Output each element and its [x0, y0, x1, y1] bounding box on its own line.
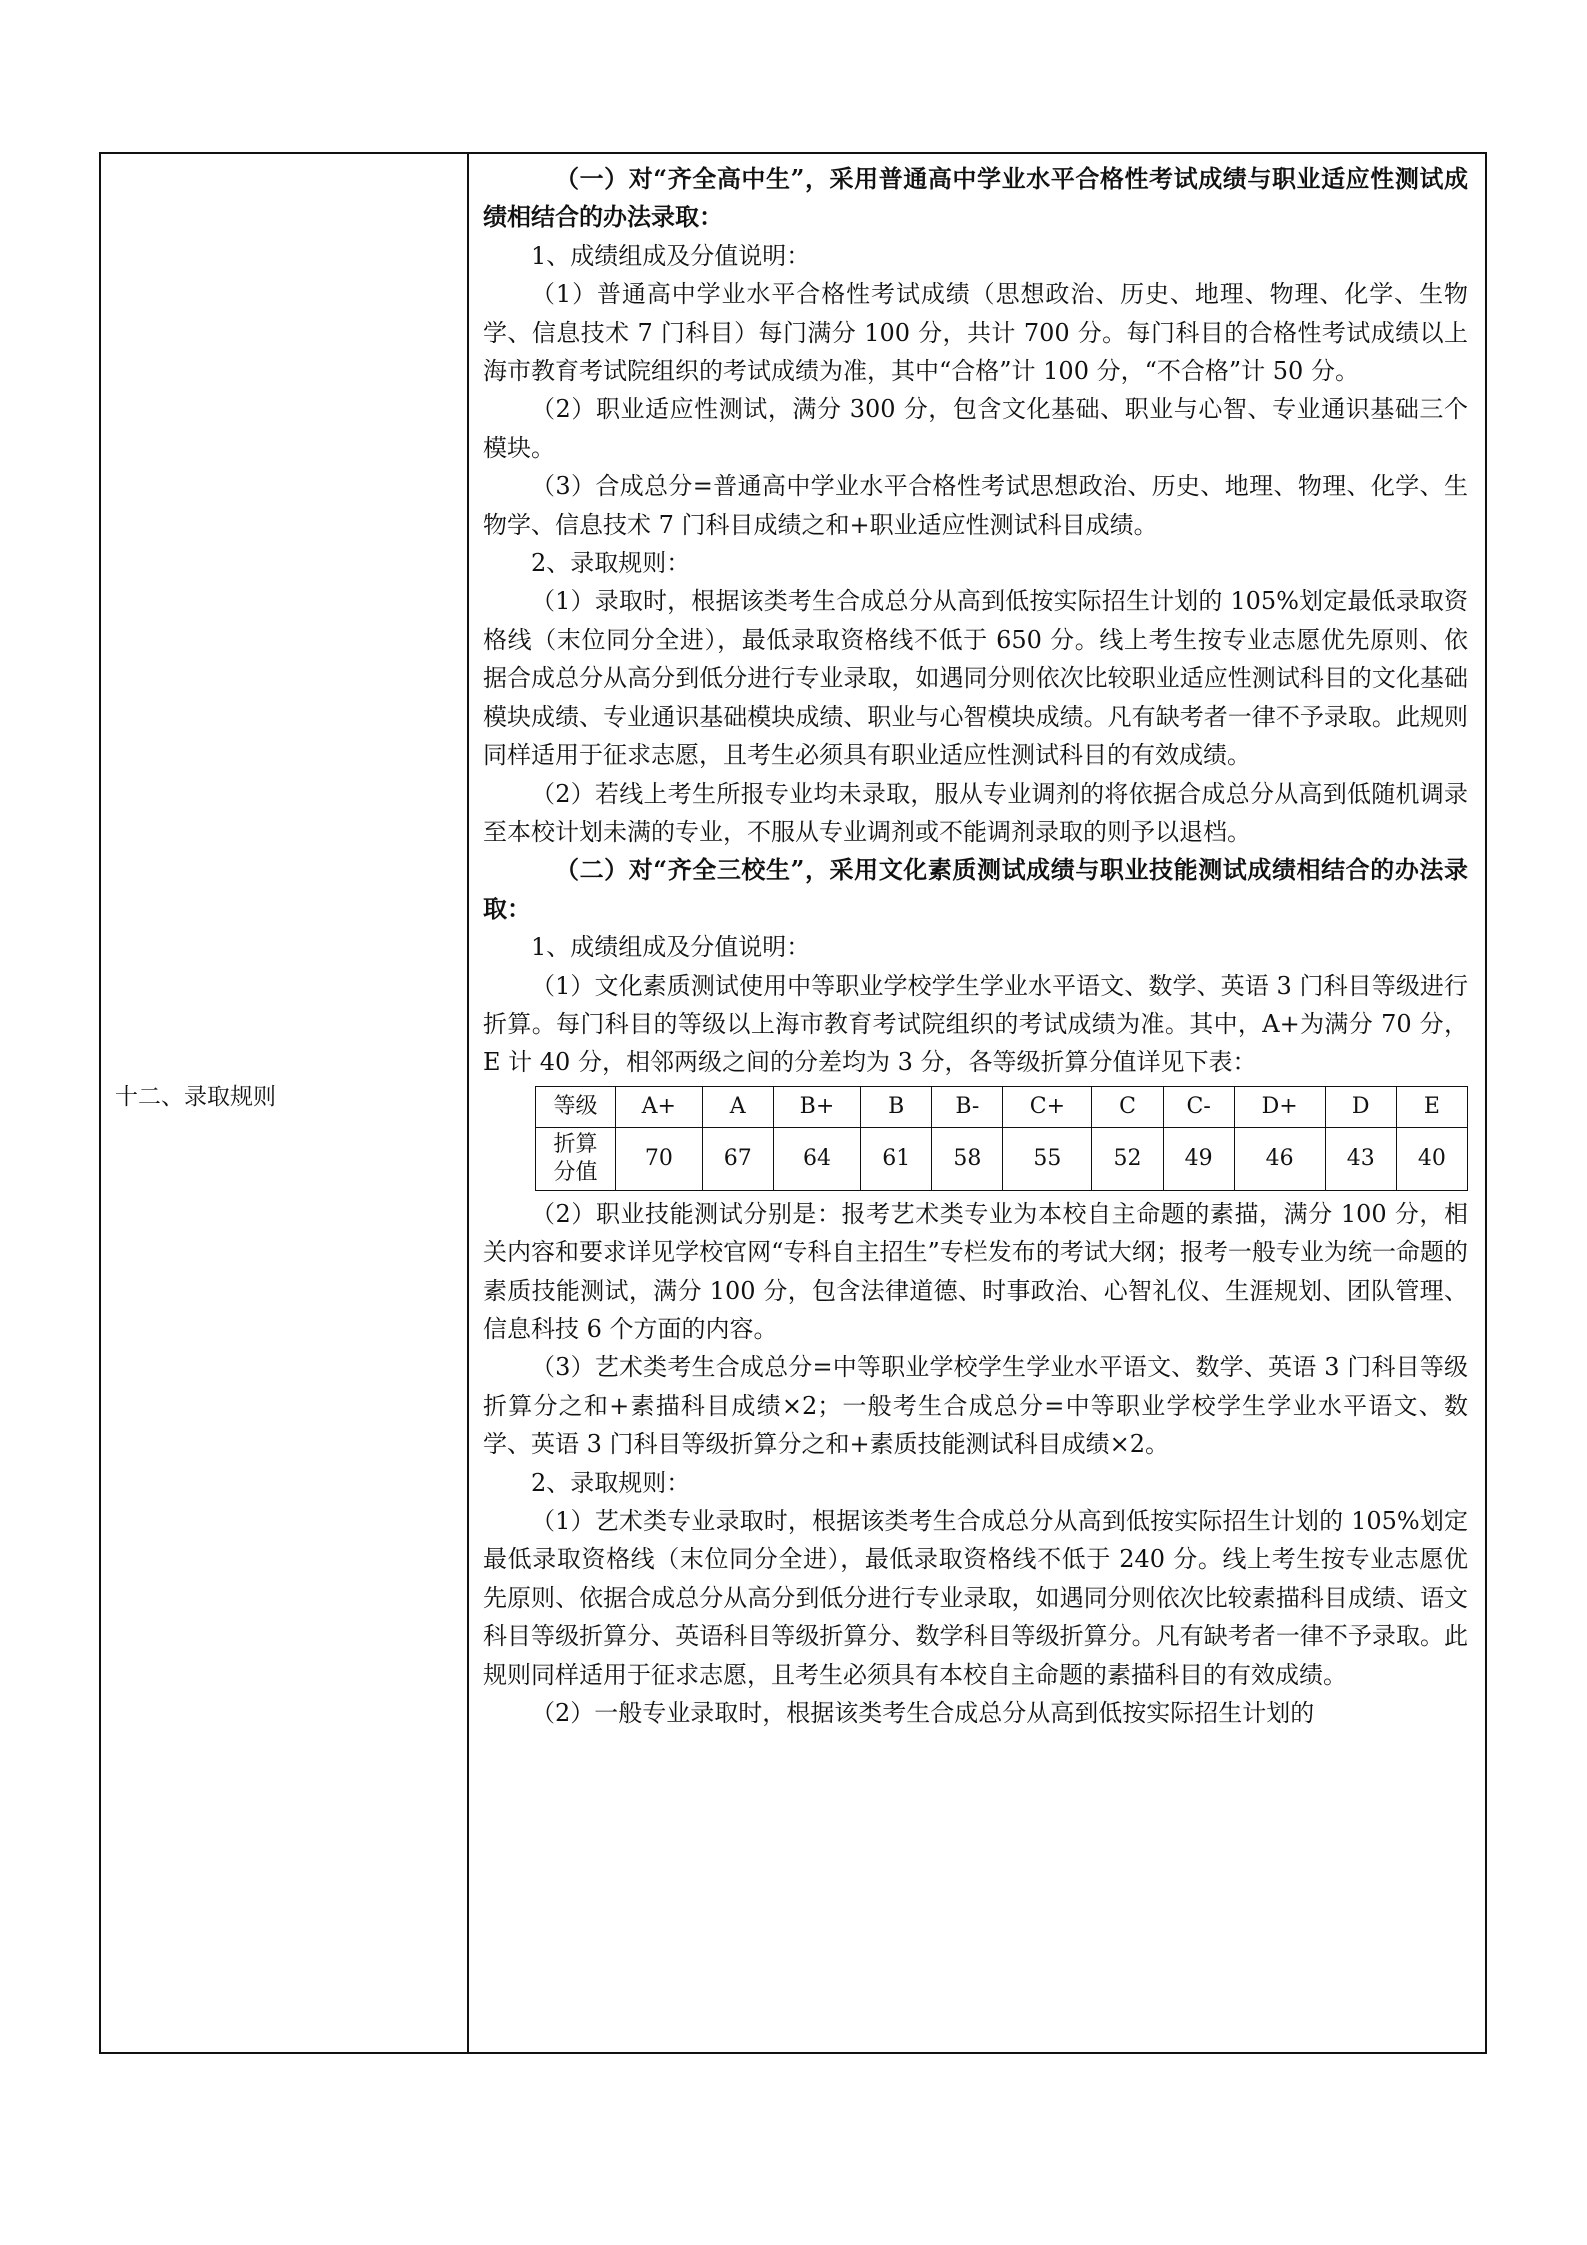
grade-cell: D+: [1234, 1086, 1325, 1127]
part2-rule-item-1: （1）艺术类专业录取时，根据该类考生合成总分从高到低按实际招生计划的 105%划定最低录取资格线（末位同分全进），最低录取资格线不低于 240 分。线上考生按专业志愿优先原则、依据合成总分从高分到低分进行专业录取，如遇同分则依次比较素描科目成绩、语文科目等级折算分、英语科目等级折算分、数学科目等级折算分。凡有缺考者一律不予录取。此规则同样适用于征求志愿，且考生必须具有本校自主命题的素描科目的有效成绩。: [483, 1507, 1468, 1689]
part1-score-title: 1、成绩组成及分值说明：: [531, 241, 811, 270]
score-row-header-line1: 折算: [553, 1131, 598, 1157]
score-cell: 64: [773, 1127, 860, 1190]
score-cell: 52: [1092, 1127, 1163, 1190]
score-cell: 70: [616, 1127, 703, 1190]
part2-score-title: 1、成绩组成及分值说明：: [531, 933, 811, 962]
score-cell: 49: [1163, 1127, 1234, 1190]
part1-rule-item-2: （2）若线上考生所报专业均未录取，服从专业调剂的将依据合成总分从高到低随机调录至本校计划未满的专业，不服从专业调剂或不能调剂录取的则予以退档。: [483, 779, 1468, 846]
grade-cell: C+: [1003, 1086, 1092, 1127]
score-cell: 46: [1234, 1127, 1325, 1190]
score-row-header-line2: 分值: [553, 1159, 598, 1185]
score-cell: 55: [1003, 1127, 1092, 1190]
grade-cell: D: [1325, 1086, 1396, 1127]
score-cell: 61: [861, 1127, 932, 1190]
part1-heading: （一）对“齐全高中生”，采用普通高中学业水平合格性考试成绩与职业适应性测试成绩相结合的办法录取：: [483, 164, 1468, 232]
section-label: 十二、录取规则: [115, 1084, 276, 1110]
grade-cell: E: [1396, 1086, 1467, 1127]
part1-rule-title: 2、录取规则：: [531, 549, 691, 578]
grade-cell: B-: [932, 1086, 1003, 1127]
part2-score-item-2: （2）职业技能测试分别是：报考艺术类专业为本校自主命题的素描，满分 100 分，相关内容和要求详见学校官网“专科自主招生”专栏发布的考试大纲；报考一般专业为统一命题的素质技能测试，满分 100 分，包含法律道德、时事政治、心智礼仪、生涯规划、团队管理、信息科技 6 个方面的内容。: [483, 1199, 1468, 1343]
part2-score-item-1: （1）文化素质测试使用中等职业学校学生学业水平语文、数学、英语 3 门科目等级进行折算。每门科目的等级以上海市教育考试院组织的考试成绩为准。其中，A+为满分 70 分，E 计 40 分，相邻两级之间的分差均为 3 分，各等级折算分值详见下表：: [483, 971, 1468, 1077]
part1-score-item-1: （1）普通高中学业水平合格性考试成绩（思想政治、历史、地理、物理、化学、生物学、信息技术 7 门科目）每门满分 100 分，共计 700 分。每门科目的合格性考试成绩以上海市教育考试院组织的考试成绩为准，其中“合格”计 100 分，“不合格”计 50 分。: [483, 280, 1468, 386]
score-row: [536, 1127, 1468, 1190]
part2-rule-item-2: （2）一般专业录取时，根据该类考生合成总分从高到低按实际招生计划的: [531, 1699, 1315, 1728]
grade-cell: A: [702, 1086, 773, 1127]
section-label-cell: [101, 154, 469, 2052]
grade-cell: A+: [616, 1086, 703, 1127]
score-cell: 40: [1396, 1127, 1467, 1190]
grade-row: [536, 1086, 1468, 1127]
part2-rule-title: 2、录取规则：: [531, 1468, 691, 1497]
score-cell: 43: [1325, 1127, 1396, 1190]
grade-row-header: 等级: [536, 1086, 616, 1127]
part1-rule-item-1: （1）录取时，根据该类考生合成总分从高到低按实际招生计划的 105%划定最低录取资格线（末位同分全进），最低录取资格线不低于 650 分。线上考生按专业志愿优先原则、依据合成总分从高分到低分进行专业录取，如遇同分则依次比较职业适应性测试科目的文化基础模块成绩、专业通识基础模块成绩、职业与心智模块成绩。凡有缺考者一律不予录取。此规则同样适用于征求志愿，且考生必须具有职业适应性测试科目的有效成绩。: [483, 587, 1468, 770]
grade-cell: B+: [773, 1086, 860, 1127]
score-cell: 58: [932, 1127, 1003, 1190]
grade-cell: C-: [1163, 1086, 1234, 1127]
part1-score-item-2: （2）职业适应性测试，满分 300 分，包含文化基础、职业与心智、专业通识基础三个模块。: [483, 395, 1468, 462]
grade-conversion-table: [535, 1086, 1468, 1191]
score-cell: 67: [702, 1127, 773, 1190]
part2-heading: （二）对“齐全三校生”，采用文化素质测试成绩与职业技能测试成绩相结合的办法录取：: [483, 855, 1468, 923]
section-content-cell: [469, 154, 1486, 2052]
grade-cell: B: [861, 1086, 932, 1127]
rules-table: [99, 152, 1487, 2054]
score-row-header: [536, 1127, 616, 1190]
part2-score-item-3: （3）艺术类考生合成总分=中等职业学校学生学业水平语文、数学、英语 3 门科目等级折算分之和+素描科目成绩×2；一般考生合成总分=中等职业学校学生学业水平语文、数学、英语 3 门科目等级折算分之和+素质技能测试科目成绩×2。: [483, 1353, 1468, 1459]
grade-cell: C: [1092, 1086, 1163, 1127]
part1-score-item-3: （3）合成总分=普通高中学业水平合格性考试思想政治、历史、地理、物理、化学、生物学、信息技术 7 门科目成绩之和+职业适应性测试科目成绩。: [483, 472, 1468, 539]
